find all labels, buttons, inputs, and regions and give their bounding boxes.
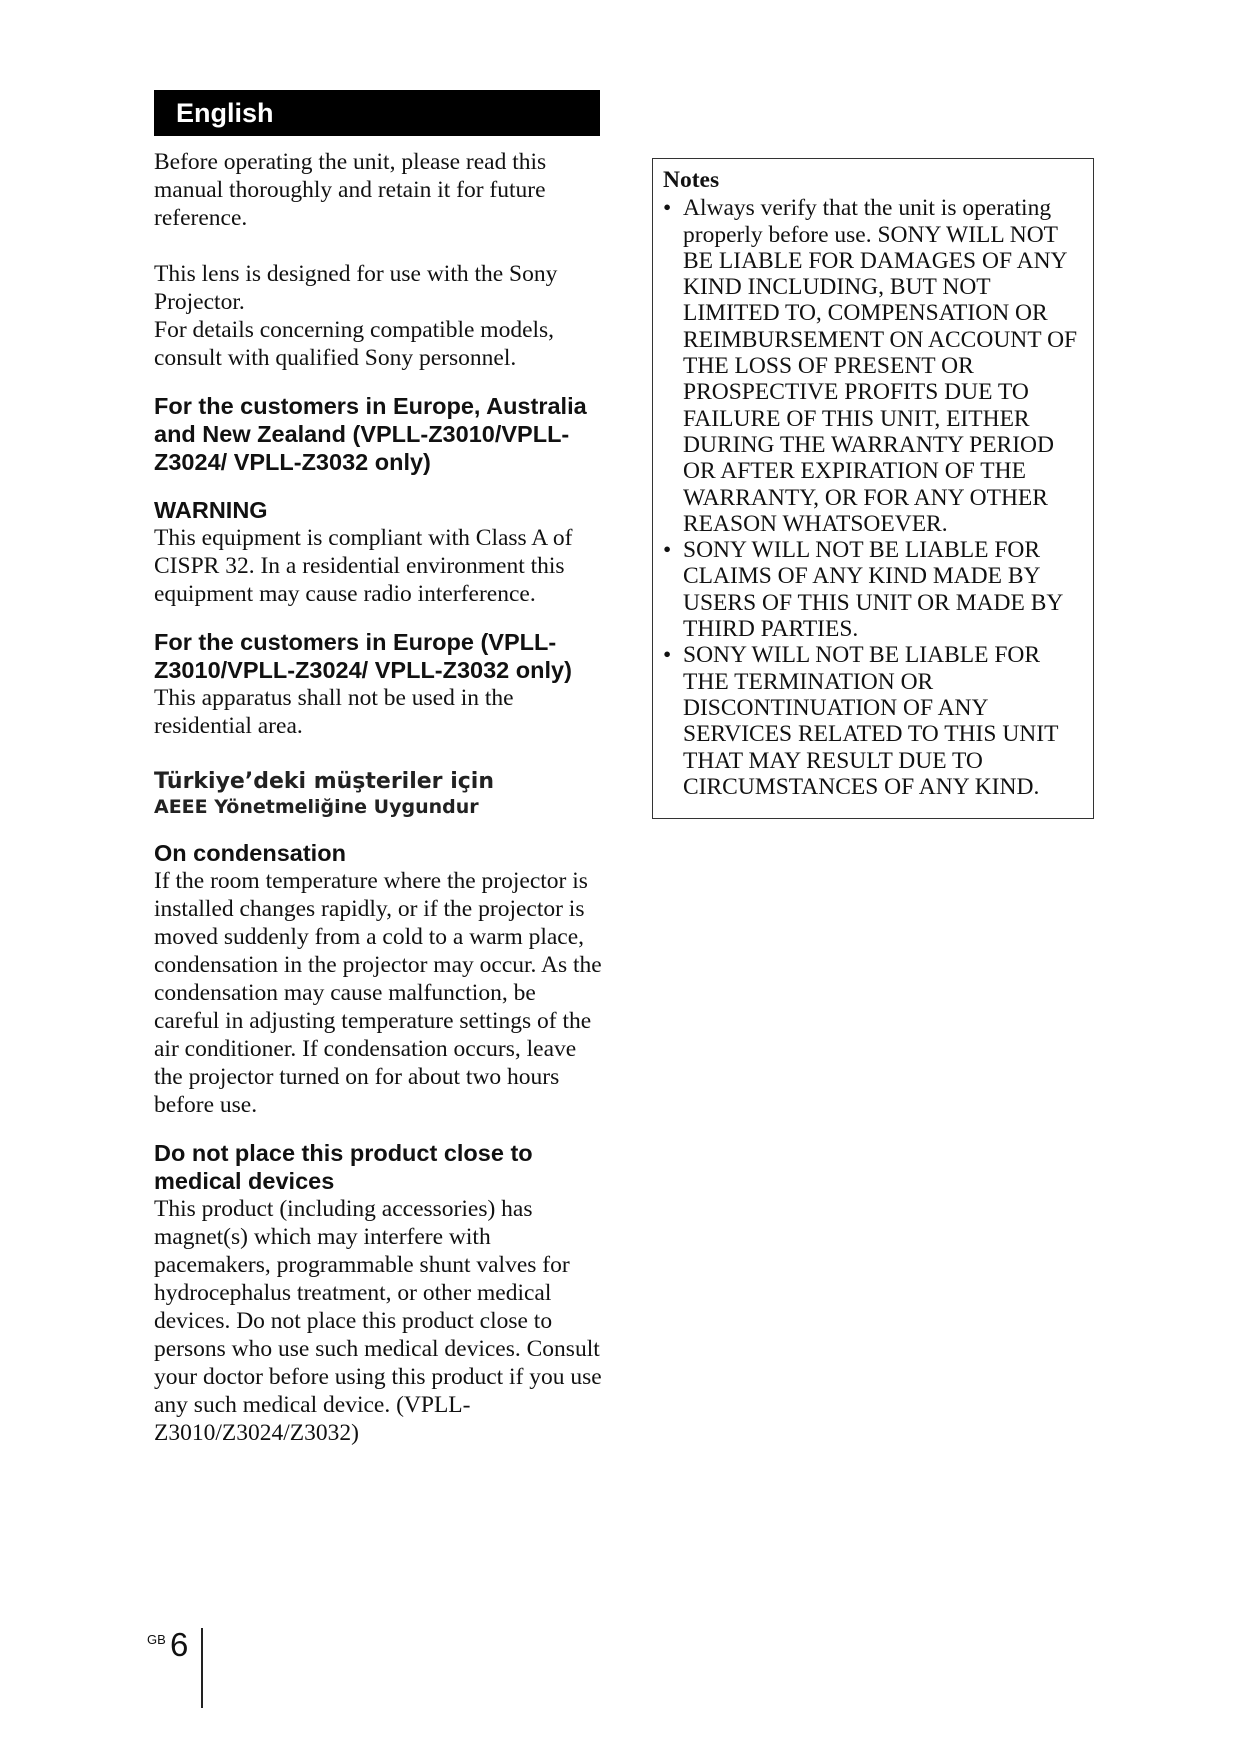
condensation-heading: On condensation [154, 840, 346, 866]
page-divider [201, 1628, 203, 1708]
lens-compatibility-text: This lens is designed for use with the Sony Projector. [154, 261, 558, 315]
bullet-icon: • [663, 537, 672, 564]
lens-details-text: For details concerning compatible models, consult with qualified Sony personnel. [154, 317, 555, 371]
bullet-icon: • [663, 195, 672, 222]
page-number: 6 [170, 1626, 189, 1663]
notes-box [652, 158, 1094, 819]
left-column [154, 148, 604, 1447]
intro-paragraph: Before operating the unit, please read this manual thoroughly and retain it for future reference. [154, 149, 547, 231]
note-text: SONY WILL NOT BE LIABLE FOR THE TERMINATION OR DISCONTINUATION OF ANY SERVICES RELATED TO THIS UNIT THAT MAY RESULT DUE TO CIRCUMSTANCES OF ANY KIND. [683, 642, 1059, 800]
note-text: Always verify that the unit is operating properly before use. SONY WILL NOT BE LIABLE FOR DAMAGES OF ANY KIND INCLUDING, BUT NOT LIMITED TO, COMPENSATION OR REIMBURSEMENT ON ACCOUNT OF THE LOSS OF PRESENT OR PROSPECTIVE PROFITS DUE TO FAILURE OF THIS UNIT, EITHER DURING THE WARRANTY PERIOD OR AFTER EXPIRATION OF THE WARRANTY, OR FOR ANY OTHER REASON WHATSOEVER. [683, 195, 1078, 537]
note-text: SONY WILL NOT BE LIABLE FOR CLAIMS OF ANY KIND MADE BY USERS OF THIS UNIT OR MADE BY THIRD PARTIES. [683, 537, 1063, 643]
bullet-icon: • [663, 642, 672, 669]
eu-au-nz-customers-heading: For the customers in Europe, Australia and New Zealand (VPLL-Z3010/VPLL-Z3024/ VPLL-Z3032 only) [154, 393, 587, 475]
language-heading: English [154, 90, 600, 136]
medical-devices-text: This product (including accessories) has magnet(s) which may interfere with pacemakers, programmable shunt valves for hydrocephalus treatment, or other medical devices. Do not place this product close to persons who use such medical devices. Consult your doctor before using this product if you use any such medical device. (VPLL-Z3010/Z3024/Z3032) [154, 1196, 602, 1446]
residential-notice-text: This apparatus shall not be used in the residential area. [154, 685, 514, 739]
warning-heading: WARNING [154, 497, 268, 523]
region-code: GB [147, 1632, 166, 1647]
notes-title: Notes [663, 167, 720, 193]
warning-text: This equipment is compliant with Class A of CISPR 32. In a residential environment this equipment may cause radio interference. [154, 525, 573, 607]
eu-customers-heading: For the customers in Europe (VPLL-Z3010/VPLL-Z3024/ VPLL-Z3032 only) [154, 629, 572, 683]
note-item [663, 537, 1087, 642]
aeee-compliance-text: AEEE Yönetmeliğine Uygundur [154, 796, 479, 818]
turkey-customers-heading: Türkiye’deki müşteriler için [154, 769, 494, 794]
condensation-text: If the room temperature where the projector is installed changes rapidly, or if the projector is moved suddenly from a cold to a warm place, condensation in the projector may occur. As the condensation may cause malfunction, be careful in adjusting temperature settings of the air conditioner. If condensation occurs, leave the projector turned on for about two hours before use. [154, 868, 602, 1118]
note-item [663, 195, 1087, 537]
medical-devices-heading: Do not place this product close to medical devices [154, 1140, 533, 1194]
note-item [663, 642, 1087, 800]
